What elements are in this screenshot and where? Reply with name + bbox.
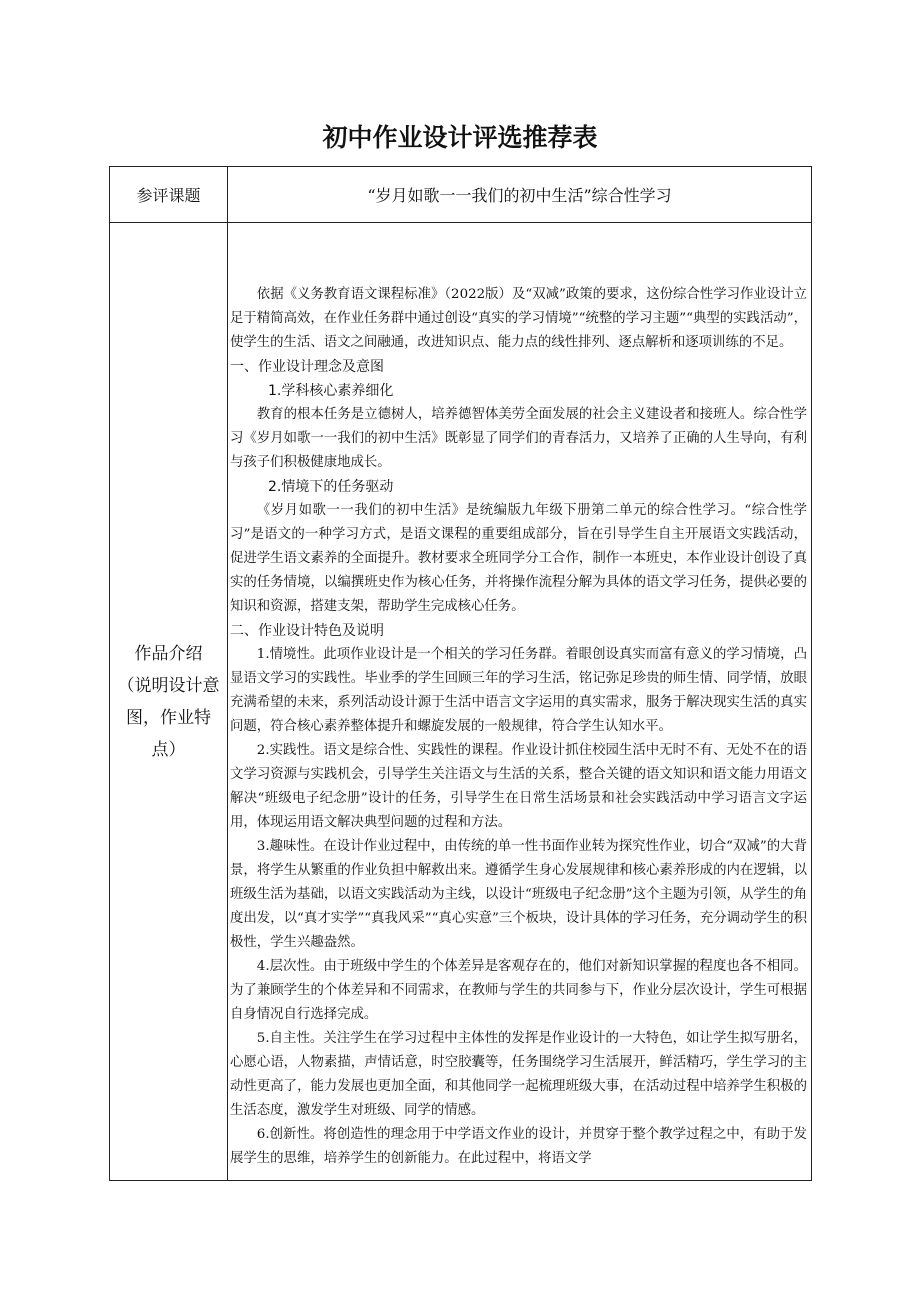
feature-contextual: 1.情境性。此项作业设计是一个相关的学习任务群。着眼创设真实而富有意义的学习情境，凸显语文学习的实践性。毕业季的学生回顾三年的学习生活，铭记弥足珍贵的师生情、同学情，放眼充满希望的未来，系列活动设计源于生活中语言文字运用的真实需求，服务于解决现实生活的真实问题，符合核心素养整体提升和螺旋发展的一般规律，符合学生认知水平。	[230, 647, 807, 734]
section1-sub1: 1.学科核心素养细化	[268, 383, 394, 399]
feature-interesting: 3.趣味性。在设计作业过程中，由传统的单一性书面作业转为探究性作业，切合“双减”的大背景，将学生从繁重的作业负担中解救出来。遵循学生身心发展规律和核心素养形成的内在逻辑，以班级生活为基础，以语文实践活动为主线，以设计“班级电子纪念册”这个主题为引领，从学生的角度出发，以“真才实学”“真我风采”“真心实意”三个板块，设计具体的学习任务，充分调动学生的积极性，学生兴趣盎然。	[230, 839, 807, 950]
feature-practical: 2.实践性。语文是综合性、实践性的课程。作业设计抓住校园生活中无时不有、无处不在的语文学习资源与实践机会，引导学生关注语文与生活的关系，整合关键的语文知识和语文能力用语文解决“班级电子纪念册”设计的任务，引导学生在日常生活场景和社会实践活动中学习语言文字运用，体现运用语文解决典型问题的过程和方法。	[230, 743, 807, 830]
intro-content	[228, 223, 811, 1171]
intro-label-line1: 作品介绍	[134, 643, 203, 664]
intro-label-line2: （说明设计意图，作业特点）	[117, 675, 220, 760]
intro-paragraph: 依据《义务教育语文课程标准》（2022版）及“双减”政策的要求，这份综合性学习作业设计立足于精简高效，在作业任务群中通过创设“真实的学习情境”“统整的学习主题”“典型的实践活动”，使学生的生活、语文之间融通，改进知识点、能力点的线性排列、逐点解析和逐项训练的不足。	[230, 287, 807, 350]
intro-content-cell	[228, 223, 812, 1181]
section1-heading: 一、作业设计理念及意图	[230, 359, 384, 375]
section1-paragraph2: 《岁月如歌一一我们的初中生活》是统编版九年级下册第二单元的综合性学习。“综合性学习”是语文的一种学习方式，是语文课程的重要组成部分，旨在引导学生自主开展语文实践活动，促进学生语文素养的全面提升。教材要求全班同学分工合作，制作一本班史，本作业设计创设了真实的任务情境，以编撰班史作为核心任务，并将操作流程分解为具体的语文学习任务，提供必要的知识和资源，搭建支架，帮助学生完成核心任务。	[230, 503, 807, 614]
topic-value: “岁月如歌一一我们的初中生活”综合性学习	[228, 167, 812, 223]
topic-row	[110, 167, 812, 223]
topic-label: 参评课题	[110, 167, 228, 223]
recommendation-form-table	[109, 166, 812, 1181]
feature-layered: 4.层次性。由于班级中学生的个体差异是客观存在的，他们对新知识掌握的程度也各不相同。为了兼顾学生的个体差异和不同需求，在教师与学生的共同参与下，作业分层次设计，学生可根据自身情况自行选择完成。	[230, 959, 807, 1022]
section1-sub2: 2.情境下的任务驱动	[268, 479, 394, 495]
section2-heading: 二、作业设计特色及说明	[230, 623, 384, 639]
intro-label-cell	[110, 223, 228, 1181]
feature-autonomous: 5.自主性。关注学生在学习过程中主体性的发挥是作业设计的一大特色，如让学生拟写册名，心愿心语，人物素描，声情话意，时空胶囊等，任务围绕学习生活展开，鲜活精巧，学生学习的主动性更高了，能力发展也更加全面，和其他同学一起梳理班级大事，在活动过程中培养学生积极的生活态度，激发学生对班级、同学的情感。	[230, 1031, 807, 1118]
feature-innovative: 6.创新性。将创造性的理念用于中学语文作业的设计，并贯穿于整个教学过程之中，有助于发展学生的思维，培养学生的创新能力。在此过程中，将语文学	[230, 1127, 807, 1166]
page-title: 初中作业设计评选推荐表	[322, 123, 598, 152]
intro-row	[110, 223, 812, 1181]
section1-paragraph1: 教育的根本任务是立德树人，培养德智体美劳全面发展的社会主义建设者和接班人。综合性学习《岁月如歌一一我们的初中生活》既彰显了同学们的青春活力，又培养了正确的人生导向，有利与孩子们积极健康地成长。	[230, 407, 807, 470]
